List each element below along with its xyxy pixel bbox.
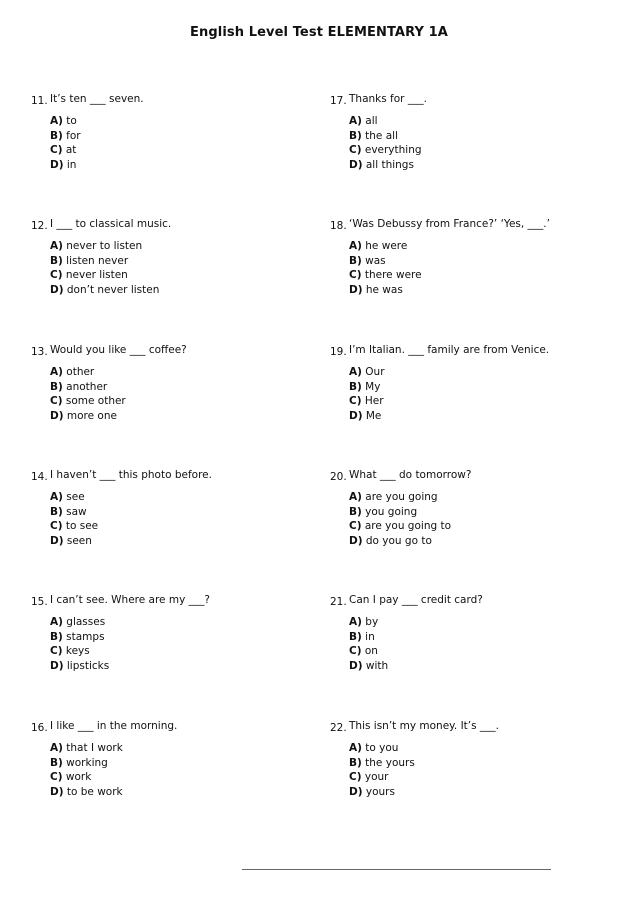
question-20 [330, 469, 610, 547]
option-d[interactable] [349, 409, 385, 424]
question-19 [330, 344, 610, 422]
option-letter: C) [349, 144, 362, 156]
option-letter: D) [349, 659, 363, 672]
option-letter: D) [50, 409, 64, 422]
option-text: he were [365, 240, 408, 252]
option-text: in [365, 630, 375, 643]
question-13 [31, 344, 311, 422]
option-letter: D) [50, 283, 64, 296]
option-c[interactable] [349, 770, 415, 785]
option-b[interactable] [50, 630, 109, 645]
option-b[interactable] [349, 380, 385, 395]
option-text: to you [365, 742, 399, 754]
option-letter: D) [349, 409, 363, 422]
option-text: saw [66, 505, 87, 518]
option-text: on [364, 645, 378, 657]
question-number: 14. [31, 471, 48, 483]
option-letter: D) [50, 534, 64, 547]
option-text: are you going [365, 491, 438, 503]
option-text: never to listen [66, 240, 143, 252]
option-c[interactable] [349, 143, 422, 158]
question-number: 11. [31, 95, 48, 107]
option-a[interactable] [50, 490, 98, 505]
option-letter: C) [349, 645, 362, 657]
question-16 [31, 720, 311, 798]
option-text: at [65, 144, 77, 156]
option-a[interactable] [349, 615, 388, 630]
option-letter: A) [50, 616, 63, 628]
option-letter: D) [50, 785, 64, 798]
option-text: other [66, 366, 95, 378]
option-letter: A) [349, 366, 362, 378]
option-d[interactable] [50, 534, 98, 549]
option-b[interactable] [349, 630, 388, 645]
option-d[interactable] [349, 534, 451, 549]
option-d[interactable] [50, 785, 123, 800]
option-a[interactable] [349, 490, 451, 505]
option-letter: C) [349, 269, 362, 281]
option-c[interactable] [349, 644, 388, 659]
question-stem: I like ___ in the morning. [50, 720, 178, 732]
option-text: Her [364, 395, 384, 407]
question-number: 19. [330, 346, 347, 358]
option-b[interactable] [50, 380, 126, 395]
option-a[interactable] [349, 239, 422, 254]
option-letter: B) [50, 254, 63, 267]
option-text: another [66, 380, 108, 393]
option-b[interactable] [50, 756, 123, 771]
option-text: he was [365, 283, 403, 296]
option-letter: A) [349, 742, 362, 754]
option-c[interactable] [50, 143, 81, 158]
option-text: more one [66, 409, 117, 422]
option-text: stamps [66, 630, 105, 643]
option-letter: B) [349, 630, 362, 643]
question-number: 16. [31, 722, 48, 734]
option-b[interactable] [349, 505, 451, 520]
option-letter: B) [349, 129, 362, 142]
option-letter: B) [349, 756, 362, 769]
question-number: 21. [330, 596, 347, 608]
option-d[interactable] [349, 158, 422, 173]
question-stem: I ___ to classical music. [50, 218, 172, 230]
option-d[interactable] [349, 785, 415, 800]
option-letter: C) [50, 269, 63, 281]
option-letter: C) [349, 395, 362, 407]
option-text: all [365, 115, 378, 127]
option-b[interactable] [50, 129, 81, 144]
option-letter: B) [50, 505, 63, 518]
option-c[interactable] [349, 394, 385, 409]
question-14 [31, 469, 311, 547]
option-text: the yours [365, 756, 415, 769]
option-text: by [365, 616, 379, 628]
option-b[interactable] [50, 254, 159, 269]
option-d[interactable] [50, 659, 109, 674]
question-number: 17. [330, 95, 347, 107]
option-c[interactable] [50, 519, 98, 534]
question-stem: I’m Italian. ___ family are from Venice. [349, 344, 550, 356]
option-d[interactable] [50, 158, 81, 173]
question-number: 18. [330, 220, 347, 232]
option-text: to [66, 115, 77, 127]
option-text: you going [365, 505, 418, 518]
option-text: never listen [65, 269, 128, 281]
option-d[interactable] [50, 409, 126, 424]
question-12 [31, 218, 311, 296]
footer-divider [242, 869, 551, 870]
option-text: with [365, 659, 389, 672]
option-text: some other [65, 395, 126, 407]
option-text: in [66, 158, 77, 171]
option-letter: C) [50, 144, 63, 156]
option-letter: A) [349, 115, 362, 127]
option-letter: A) [50, 366, 63, 378]
question-11 [31, 93, 311, 171]
question-stem: Would you like ___ coffee? [50, 344, 187, 356]
option-a[interactable] [50, 114, 81, 129]
option-letter: C) [50, 771, 63, 783]
option-a[interactable] [349, 365, 385, 380]
option-text: to see [65, 520, 99, 532]
option-letter: D) [349, 785, 363, 798]
question-stem: ‘Was Debussy from France?’ ‘Yes, ___.’ [349, 218, 550, 230]
option-text: working [66, 756, 108, 769]
option-letter: B) [50, 129, 63, 142]
question-number: 13. [31, 346, 48, 358]
page-title: English Level Test ELEMENTARY 1A [190, 25, 448, 40]
option-text: your [364, 771, 389, 783]
option-b[interactable] [50, 505, 98, 520]
option-letter: A) [50, 742, 63, 754]
option-text: seen [66, 534, 92, 547]
option-text: to be work [66, 785, 123, 798]
question-stem: What ___ do tomorrow? [349, 469, 472, 481]
option-letter: A) [50, 115, 63, 127]
question-stem: Can I pay ___ credit card? [349, 594, 483, 606]
option-text: glasses [66, 616, 106, 628]
option-letter: B) [349, 505, 362, 518]
option-text: see [66, 491, 85, 503]
option-text: that I work [66, 742, 123, 754]
option-letter: C) [50, 645, 63, 657]
option-d[interactable] [349, 659, 388, 674]
option-text: yours [365, 785, 395, 798]
option-d[interactable] [50, 283, 159, 298]
option-letter: D) [349, 534, 363, 547]
question-number: 22. [330, 722, 347, 734]
option-text: lipsticks [66, 659, 110, 672]
question-stem: Thanks for ___. [349, 93, 427, 105]
option-a[interactable] [50, 615, 109, 630]
option-letter: C) [50, 520, 63, 532]
option-c[interactable] [349, 268, 422, 283]
question-21 [330, 594, 610, 672]
option-c[interactable] [349, 519, 451, 534]
option-text: don’t never listen [66, 283, 160, 296]
option-a[interactable] [349, 114, 422, 129]
option-text: work [65, 771, 92, 783]
option-letter: C) [349, 771, 362, 783]
option-text: for [66, 129, 81, 142]
option-text: the all [365, 129, 398, 142]
option-a[interactable] [50, 365, 126, 380]
option-text: there were [364, 269, 422, 281]
option-letter: D) [349, 283, 363, 296]
option-letter: A) [349, 240, 362, 252]
option-b[interactable] [349, 756, 415, 771]
option-text: everything [364, 144, 422, 156]
question-17 [330, 93, 610, 171]
option-c[interactable] [50, 394, 126, 409]
option-letter: A) [50, 240, 63, 252]
question-18 [330, 218, 610, 296]
option-letter: D) [50, 158, 64, 171]
option-text: keys [65, 645, 90, 657]
option-a[interactable] [349, 741, 415, 756]
option-b[interactable] [349, 129, 422, 144]
option-letter: C) [349, 520, 362, 532]
option-letter: D) [50, 659, 64, 672]
option-text: was [365, 254, 386, 267]
question-stem: It’s ten ___ seven. [50, 93, 144, 105]
option-c[interactable] [50, 770, 123, 785]
option-text: do you go to [365, 534, 432, 547]
option-letter: B) [50, 630, 63, 643]
option-letter: C) [50, 395, 63, 407]
option-a[interactable] [50, 239, 159, 254]
question-number: 20. [330, 471, 347, 483]
option-letter: D) [349, 158, 363, 171]
option-letter: A) [50, 491, 63, 503]
option-text: Me [365, 409, 382, 422]
option-b[interactable] [349, 254, 422, 269]
option-text: My [365, 380, 381, 393]
option-text: listen never [66, 254, 129, 267]
question-stem: I can’t see. Where are my ___? [50, 594, 210, 606]
option-letter: A) [349, 616, 362, 628]
option-c[interactable] [50, 644, 109, 659]
option-letter: B) [349, 254, 362, 267]
question-number: 15. [31, 596, 48, 608]
option-text: all things [365, 158, 414, 171]
question-22 [330, 720, 610, 798]
option-letter: A) [349, 491, 362, 503]
option-c[interactable] [50, 268, 159, 283]
option-a[interactable] [50, 741, 123, 756]
question-stem: I haven’t ___ this photo before. [50, 469, 212, 481]
option-letter: B) [50, 380, 63, 393]
option-text: Our [365, 366, 385, 378]
question-15 [31, 594, 311, 672]
option-text: are you going to [364, 520, 452, 532]
option-letter: B) [50, 756, 63, 769]
question-number: 12. [31, 220, 48, 232]
option-d[interactable] [349, 283, 422, 298]
question-stem: This isn’t my money. It’s ___. [349, 720, 500, 732]
option-letter: B) [349, 380, 362, 393]
